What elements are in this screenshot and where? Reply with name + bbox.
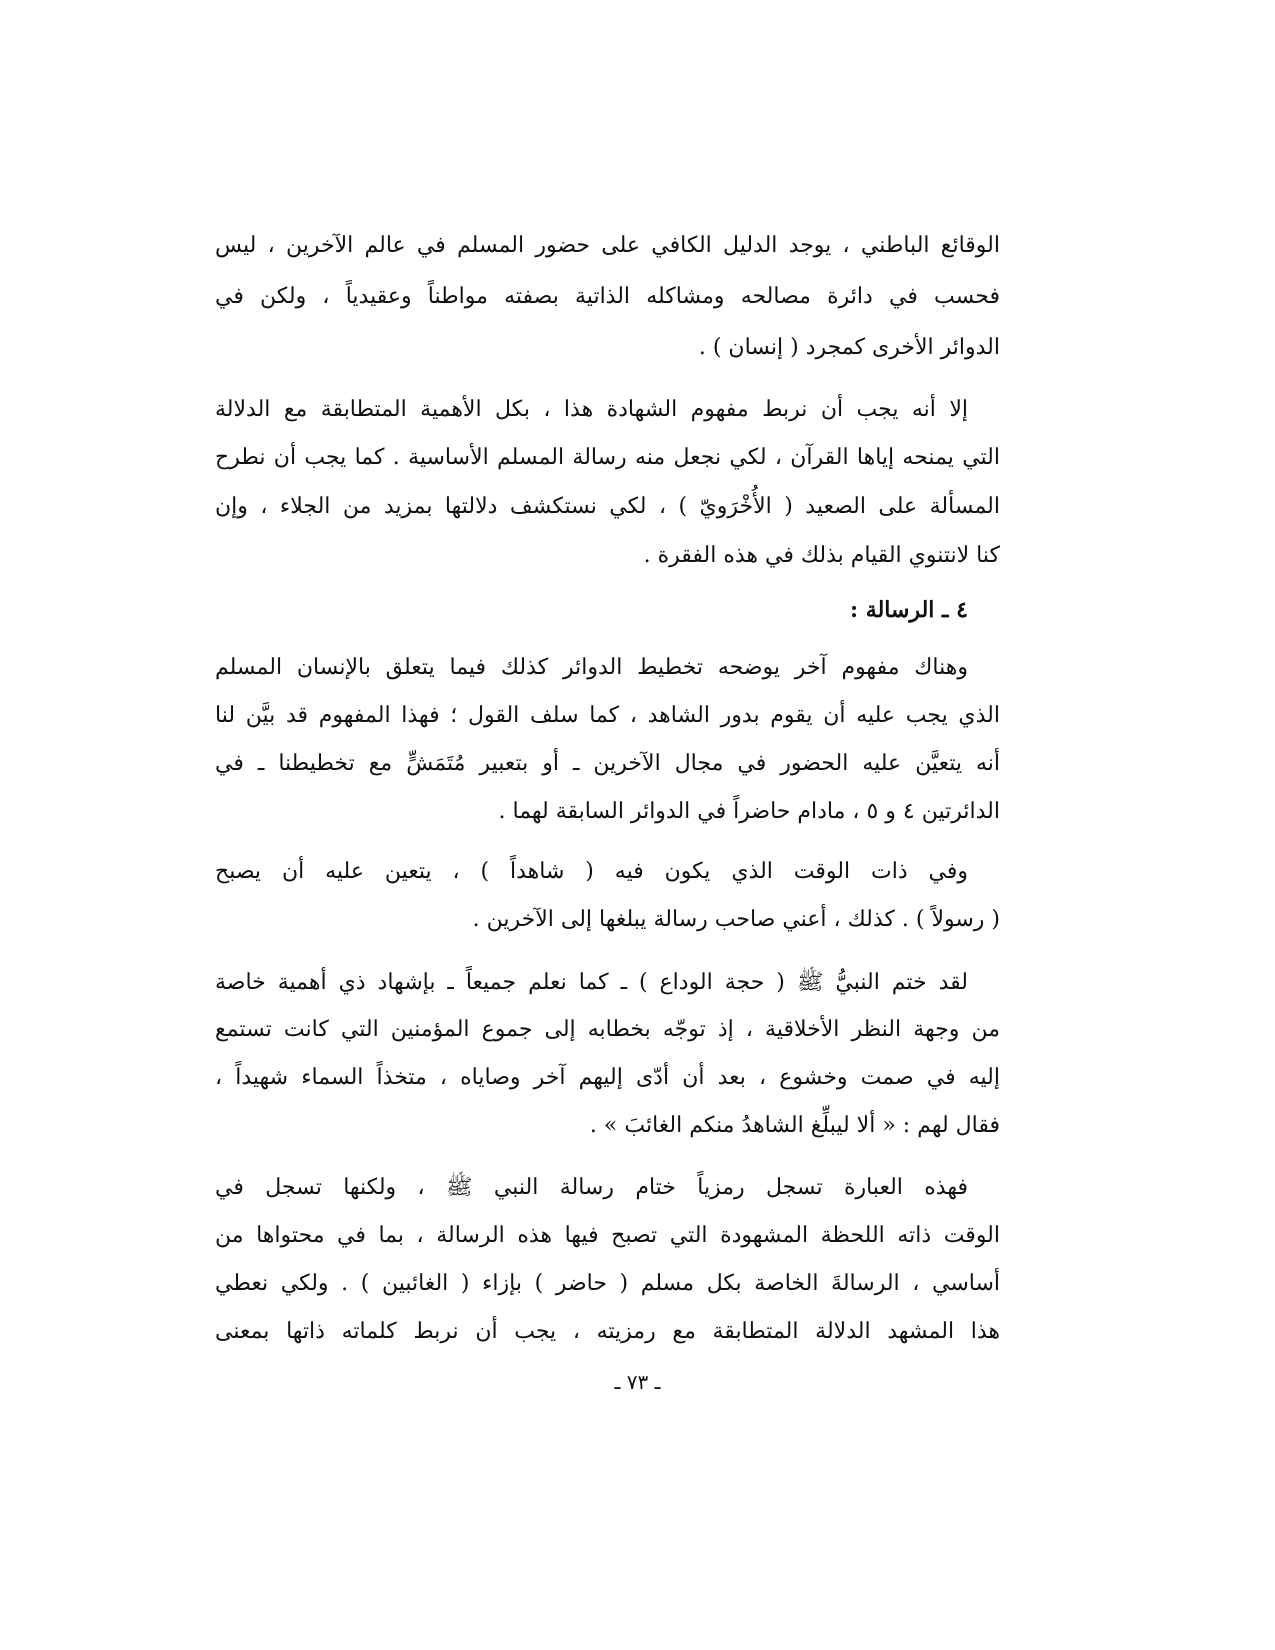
page-number: ـ ٧٣ ـ (614, 1370, 661, 1394)
text-line: لقد ختم النبيُّ ﷺ ( حجة الوداع ) ـ كما نعلم جميعاً ـ بإشهاد ذي أهمية خاصة (215, 970, 968, 995)
text-line: فهذه العبارة تسجل رمزياً ختام رسالة النبي ﷺ ، ولكنها تسجل في (215, 1175, 968, 1200)
text-line: أساسي ، الرسالةَ الخاصة بكل مسلم ( حاضر ) بإزاء ( الغائبين ) . ولكي نعطي (215, 1271, 1000, 1296)
text-line: المسألة على الصعيد ( الأُخْرَويّ ) ، لكي نستكشف دلالتها بمزيد من الجلاء ، وإن (215, 494, 1000, 519)
text-line: وهناك مفهوم آخر يوضحه تخطيط الدوائر كذلك فيما يتعلق بالإنسان المسلم (215, 655, 968, 680)
text-line: من وجهة النظر الأخلاقية ، إذ توجّه بخطابه إلى جموع المؤمنين التي كانت تستمع (215, 1017, 1000, 1042)
text-line: وفي ذات الوقت الذي يكون فيه ( شاهداً ) ، يتعين عليه أن يصبح (215, 859, 968, 884)
text-line: هذا المشهد الدلالة المتطابقة مع رمزيته ، يجب أن نربط كلماته ذاتها بمعنى (215, 1319, 1000, 1344)
text-line: ( رسولاً ) . كذلك ، أعني صاحب رسالة يبلغها إلى الآخرين . (472, 907, 1000, 932)
text-line: أنه يتعيَّن عليه الحضور في مجال الآخرين ـ أو بتعبير مُتَمَشٍّ مع تخطيطنا ـ في (215, 751, 1000, 776)
text-line: الوقت ذاته اللحظة المشهودة التي تصبح فيها هذه الرسالة ، بما في محتواها من (215, 1223, 1000, 1248)
text-line: الوقائع الباطني ، يوجد الدليل الكافي على حضور المسلم في عالم الآخرين ، ليس (215, 233, 1000, 258)
text-line: إليه في صمت وخشوع ، بعد أن أدّى إليهم آخر وصاياه ، متخذاً السماء شهيداً ، (215, 1065, 1000, 1090)
text-line: الذي يجب عليه أن يقوم بدور الشاهد ، كما سلف القول ؛ فهذا المفهوم قد بيَّن لنا (215, 703, 1000, 728)
text-line: الدائرتين ٤ و ٥ ، مادام حاضراً في الدوائر السابقة لهما . (498, 799, 1000, 824)
text-line: فقال لهم : « ألا ليبلِّغ الشاهدُ منكم الغائبَ » . (589, 1113, 1000, 1138)
text-line: فحسب في دائرة مصالحه ومشاكله الذاتية بصفته مواطناً وعقيدياً ، ولكن في (215, 284, 1000, 309)
section-heading: ٤ ـ الرسالة : (850, 597, 968, 623)
text-line: كنا لانتنوي القيام بذلك في هذه الفقرة . (643, 543, 1000, 568)
text-line: إلا أنه يجب أن نربط مفهوم الشهادة هذا ، بكل الأهمية المتطابقة مع الدلالة (215, 397, 968, 422)
text-line: التي يمنحه إياها القرآن ، لكي نجعل منه رسالة المسلم الأساسية . كما يجب أن نطرح (215, 445, 1000, 470)
text-line: الدوائر الأخرى كمجرد ( إنسان ) . (698, 335, 1000, 360)
